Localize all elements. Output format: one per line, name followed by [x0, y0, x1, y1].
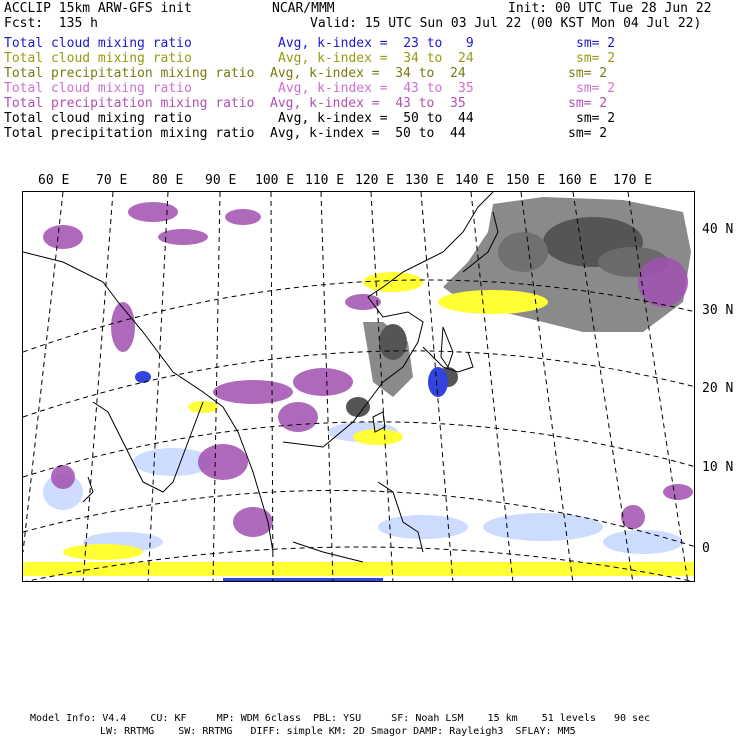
legend-avg-5: Avg, k-index = 43 to 35: [270, 96, 466, 111]
organization: NCAR/MMM: [272, 1, 335, 16]
legend-field-7: Total precipitation mixing ratio: [4, 126, 255, 141]
model-info-line2: LW: RRTMG SW: RRTMG DIFF: simple KM: 2D Smagor DAMP: Rayleigh3 SFLAY: MM5: [100, 726, 576, 737]
model-info-line1: Model Info: V4.4 CU: KF MP: WDM 6class PBL: YSU SF: Noah LSM 15 km 51 levels 90 sec: [30, 713, 651, 724]
forecast-hour: Fcst: 135 h: [4, 16, 98, 31]
legend-sm-5: sm= 2: [568, 96, 608, 111]
legend-avg-7: Avg, k-index = 50 to 44: [270, 126, 466, 141]
valid-time: Valid: 15 UTC Sun 03 Jul 22 (00 KST Mon 04 Jul 22): [310, 16, 702, 31]
legend-field-6: Total cloud mixing ratio: [4, 111, 192, 126]
lat-label-40n: 40 N: [702, 222, 734, 237]
legend-avg-1: Avg, k-index = 23 to 9: [278, 36, 474, 51]
lon-label-100e: 100 E: [255, 173, 295, 188]
legend-avg-3: Avg, k-index = 34 to 24: [270, 66, 466, 81]
lon-label-160e: 160 E: [558, 173, 598, 188]
legend-sm-3: sm= 2: [568, 66, 608, 81]
legend-avg-2: Avg, k-index = 34 to 24: [278, 51, 474, 66]
legend-sm-4: sm= 2: [576, 81, 616, 96]
lon-label-60e: 60 E: [38, 173, 70, 188]
lat-label-20n: 20 N: [702, 381, 734, 396]
legend-sm-1: sm= 2: [576, 36, 616, 51]
coastlines: [23, 192, 498, 562]
lon-label-140e: 140 E: [455, 173, 495, 188]
lon-label-110e: 110 E: [305, 173, 345, 188]
lat-label-30n: 30 N: [702, 303, 734, 318]
lat-label-0: 0: [702, 541, 710, 556]
model-title: ACCLIP 15km ARW-GFS init: [4, 1, 192, 16]
lon-label-70e: 70 E: [96, 173, 128, 188]
init-time: Init: 00 UTC Tue 28 Jun 22: [508, 1, 712, 16]
legend-avg-6: Avg, k-index = 50 to 44: [278, 111, 474, 126]
legend-sm-7: sm= 2: [568, 126, 608, 141]
lon-label-120e: 120 E: [355, 173, 395, 188]
legend-field-4: Total cloud mixing ratio: [4, 81, 192, 96]
legend-avg-4: Avg, k-index = 43 to 35: [278, 81, 474, 96]
legend-field-5: Total precipitation mixing ratio: [4, 96, 255, 111]
lat-label-10n: 10 N: [702, 460, 734, 475]
legend-field-3: Total precipitation mixing ratio: [4, 66, 255, 81]
lon-label-150e: 150 E: [506, 173, 546, 188]
legend-sm-6: sm= 2: [576, 111, 616, 126]
forecast-map: [22, 191, 695, 582]
legend-field-2: Total cloud mixing ratio: [4, 51, 192, 66]
lon-label-80e: 80 E: [152, 173, 184, 188]
lon-label-170e: 170 E: [613, 173, 653, 188]
lon-label-130e: 130 E: [405, 173, 445, 188]
legend-field-1: Total cloud mixing ratio: [4, 36, 192, 51]
legend-sm-2: sm= 2: [576, 51, 616, 66]
lon-label-90e: 90 E: [205, 173, 237, 188]
map-canvas: [23, 192, 695, 582]
